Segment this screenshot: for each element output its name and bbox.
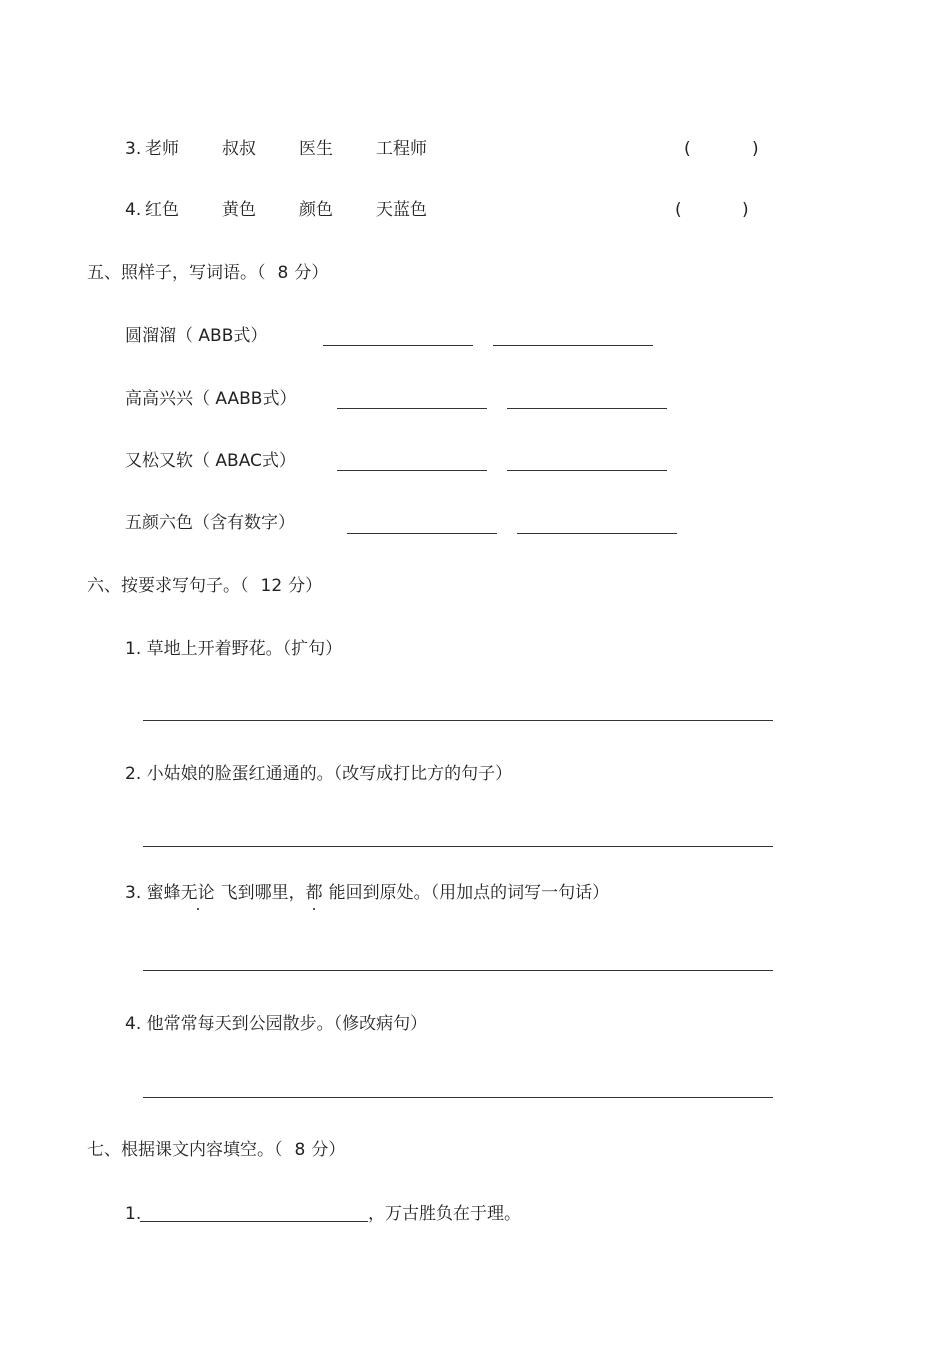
section-6-item-3 [125, 885, 609, 902]
item-4-number: 4. [125, 200, 142, 220]
section-5-row-3-label: 又松又软（ ABAC式） [125, 451, 296, 471]
section-5-row-2-blank-2[interactable] [507, 408, 667, 409]
section-6-item-4: 4. 他常常每天到公园散步。（修改病句） [125, 1014, 428, 1034]
item-3-paren-open: ( [684, 139, 691, 159]
section-5-row-1-blank-2[interactable] [493, 345, 653, 346]
section-6-item-2: 2. 小姑娘的脸蛋红通通的。（改写成打比方的句子） [125, 764, 513, 784]
item-3-number: 3. [125, 139, 142, 159]
section-6-heading [87, 578, 322, 595]
item-4-paren-close: ) [742, 200, 749, 220]
section-7-heading-text: 七、根据课文内容填空。（ [87, 1140, 283, 1160]
section-5-row-2-label: 高高兴兴（ AABB式） [125, 389, 297, 409]
item-4-word-1: 红色 [145, 200, 179, 220]
section-6-item-3-post: 能回到原处。（用加点的词写一句话） [328, 883, 610, 903]
section-6-item-3-mid: 飞到哪里， [220, 883, 306, 903]
section-6-item-1-answer-line[interactable] [143, 720, 773, 721]
item-3-word-2: 叔叔 [222, 139, 256, 159]
item-4-paren-open: ( [675, 200, 682, 220]
item-3-paren-close: ) [752, 139, 759, 159]
section-6-item-4-answer-line[interactable] [143, 1097, 773, 1098]
item-4-word-3: 颜色 [299, 200, 333, 220]
section-5-row-4-label: 五颜六色（含有数字） [125, 513, 295, 533]
section-7-item-1-number: 1. [125, 1204, 142, 1224]
section-6-points-suffix: 分） [288, 576, 323, 596]
section-6-heading-text: 六、按要求写句子。（ [87, 576, 249, 596]
section-5-row-4-blank-2[interactable] [517, 533, 677, 534]
item-3-word-4: 工程师 [376, 139, 427, 159]
section-5-points-suffix: 分） [294, 263, 329, 283]
section-5-row-3-blank-1[interactable] [337, 470, 487, 471]
section-5-heading [87, 265, 328, 282]
section-6-points: 12 [260, 576, 283, 596]
section-5-heading-text: 五、照样子，写词语。（ [87, 263, 266, 283]
section-6-item-3-pre: 3. 蜜蜂 [125, 883, 181, 903]
section-7-heading [87, 1142, 345, 1159]
item-3-word-3: 医生 [299, 139, 333, 159]
section-5-row-3-blank-2[interactable] [507, 470, 667, 471]
item-4-word-4: 天蓝色 [376, 200, 427, 220]
section-7-points-suffix: 分） [311, 1140, 346, 1160]
section-5-row-2-blank-1[interactable] [337, 408, 487, 409]
dotted-word-wulun: 无论 [180, 883, 215, 903]
section-5-row-1-blank-1[interactable] [323, 345, 473, 346]
section-6-item-2-answer-line[interactable] [143, 846, 773, 847]
item-4-word-2: 黄色 [222, 200, 256, 220]
section-7-item-1-blank[interactable] [140, 1221, 368, 1222]
section-6-item-1: 1. 草地上开着野花。（扩句） [125, 639, 343, 659]
item-3-word-1: 老师 [145, 139, 179, 159]
section-5-points: 8 [277, 263, 289, 283]
section-5-row-1-label: 圆溜溜（ ABB式） [125, 326, 268, 346]
section-6-item-3-answer-line[interactable] [143, 970, 773, 971]
section-7-points: 8 [294, 1140, 306, 1160]
dotted-word-dou: 都 [305, 883, 323, 903]
section-7-item-1-suffix: ，万古胜负在于理。 [368, 1204, 521, 1224]
section-5-row-4-blank-1[interactable] [347, 533, 497, 534]
